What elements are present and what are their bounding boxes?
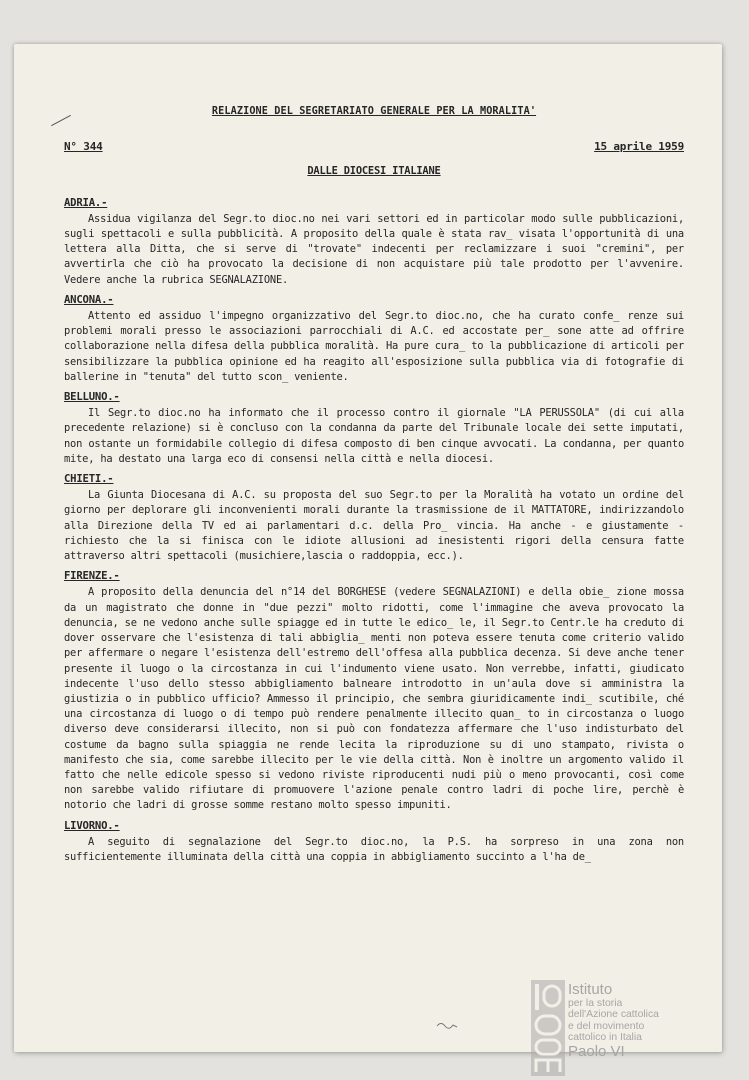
archive-watermark <box>530 980 690 1080</box>
section-text: Il Segr.to dioc.no ha informato che il processo contro il giornale "LA PERUSSOLA" (di cui alla precedente relazione) si è concluso con la condanna da parte del Tribunale locale dei sette imputati, non ostante un formidabile collegio di difesa composto di ben cinque avvocati. La condanna, per quanto mite, ha destato una larga eco di consensi nella città e nella diocesi. <box>64 407 684 465</box>
section-text: A proposito della denuncia del n°14 del BORGHESE (vedere SEGNALAZIONI) e della obie_ zione mossa da un magistrato che donne in "due pezzi" molto ridotti, come l'immagine che aveva provocato la denuncia, se ne vedono anche sulle spiagge ed in tutte le edico_ le, il Segr.to Centr.le ha creduto di dover osservare che l'esistenza di tali abbiglia_ menti non poteva essere tenuta come criterio valido per affermare o negare l'esistenza dell'estremo dell'offesa alla pubblica decenza. Si deve anche tener presente il luogo o la circostanza in cui l'indumento viene usato. Non verrebbe, infatti, giudicato indecente l'uso dello stesso abbigliamento balneare introdotto in un'aula dove si amministra la giustizia o in pubblico ufficio? Ammesso il principio, che sembra giuridicamente indi_ scutibile, ché una circostanza di luogo o di tempo può rendere penalmente illecito quan_ to in circostanza o luogo diverso deve considerarsi illecito, non si può con fondatezza affermare che l'uso indisturbato del costume da bagno sulla spiaggia ne rende lecita la riproduzione su di uno stampato, rivista o manifesto che sia, come sarebbe illecito per le vie della città. Non è inoltre un argomento valido il fatto che nelle edicole spesso si vedono riviste riproducenti nudi più o meno provocanti, così come non sarebbe valido rifiutare di promuovere l'azione penale contro ladri di poche lire, perchè è notorio che ladri di grosse somme restano molto spesso impuniti. <box>64 586 684 812</box>
section-title: ADRIA.- <box>64 196 108 209</box>
archive-stamp-text <box>568 982 698 1060</box>
document-subtitle: DALLE DIOCESI ITALIANE <box>307 165 441 178</box>
stamp-line: Istituto <box>568 981 613 998</box>
document-meta <box>64 139 684 154</box>
section-chieti <box>64 472 684 564</box>
section-title: FIRENZE.- <box>64 570 120 583</box>
stamp-line: cattolico in Italia <box>568 1032 642 1044</box>
section-livorno <box>64 819 684 866</box>
section-belluno <box>64 390 684 467</box>
section-text: A seguito di segnalazione del Segr.to dioc.no, la P.S. ha sorpreso in una zona non sufficientemente illuminata della città una coppia in abbigliamento succinto a l'ha de_ <box>64 835 684 863</box>
section-firenze <box>64 569 684 813</box>
stamp-line: per la storia <box>568 998 623 1009</box>
ink-mark <box>436 1020 458 1030</box>
isacem-logo-icon <box>530 980 566 1076</box>
section-adria <box>64 196 684 288</box>
stamp-line: dell'Azione cattolica <box>568 1009 659 1021</box>
document-title: RELAZIONE DEL SEGRETARIATO GENERALE PER LA MORALITA' <box>211 106 537 117</box>
section-title: ANCONA.- <box>64 293 114 306</box>
section-text: Attento ed assiduo l'impegno organizzativo del Segr.to dioc.no, che ha curato confe_ renze sui problemi morali presso le associazioni parrocchiali di A.C. ed accostate per_ sone atte ad offrire collaborazione nella difesa della pubblica moralità. Ha pure cura_ to la pubblicazione di articoli per sensibilizzare la pubblica opinione ed ha reagito all'esposizione sulla pubblica via di fotografie di ballerine in "tenuta" del tutto scon_ veniente. <box>64 310 684 383</box>
document-date: 15 aprile 1959 <box>594 140 684 154</box>
section-title: BELLUNO.- <box>64 391 120 404</box>
section-ancona <box>64 293 684 385</box>
stamp-line: e del movimento <box>568 1020 645 1032</box>
section-title: LIVORNO.- <box>64 819 120 832</box>
typewritten-document <box>64 104 684 870</box>
stamp-line: Paolo VI <box>568 1042 625 1060</box>
document-number: N° 344 <box>64 140 103 154</box>
section-text: La Giunta Diocesana di A.C. su proposta del suo Segr.to per la Moralità ha votato un ordine del giorno per deplorare gli inconvenienti morali durante la trasmissione de il MATTATORE, indirizzandolo alla Direzione della TV ed ai parlamentari d.c. della Pro_ vincia. Ha anche - e giustamente - richiesto che la si finisca con le idiote allusioni ad inesistenti rigori della censura fatte attraverso altri spettacoli (musichiere,lascia o raddoppia, ecc.). <box>64 489 684 563</box>
section-text: Assidua vigilanza del Segr.to dioc.no nei vari settori ed in particolar modo sulle pubblicazioni, sugli spettacoli e sulla pubblicità. A proposito della quale è stata rav_ visata l'opportunità di una lettera alla Ditta, che si serve di "trovate" indecenti per reclamizzare i suoi "cremini", per avvertirla che ciò ha provocato la decisione di non acquistare più tale prodotto per l'avvenire. Vedere anche la rubrica SEGNALAZIONE. <box>64 212 684 286</box>
section-title: CHIETI.- <box>64 473 114 486</box>
